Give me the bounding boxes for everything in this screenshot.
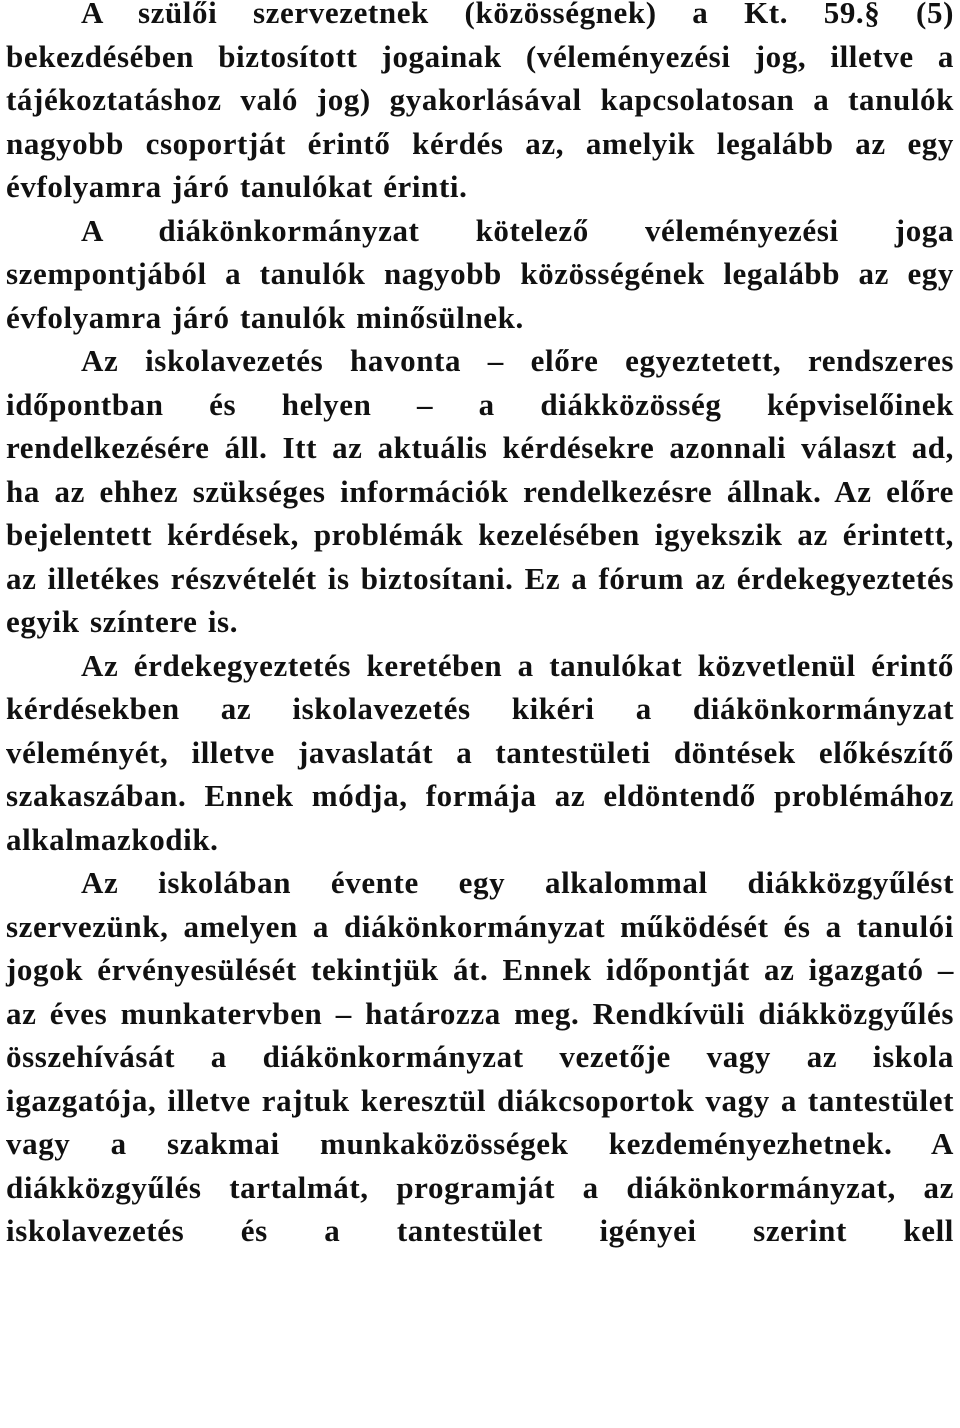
paragraph-school-management-meetings: Az iskolavezetés havonta – előre egyeztetett, rendszeres időpontban és helyen – a diákközösség képviselőinek rendelkezésére áll. Itt az aktuális kérdésekre azonnali választ ad, ha az ehhez szükséges információk rendelkezésre állnak. Az előre bejelentett kérdések, problémák kezelésében igyekszik az érintett, az illetékes részvételét is biztosítani. Ez a fórum az érdekegyeztetés egyik színtere is. bbox=[6, 343, 954, 639]
document-body bbox=[6, 0, 954, 1253]
paragraph-student-assembly: Az iskolában évente egy alkalommal diákközgyűlést szervezünk, amelyen a diákönkormányzat működését és a tanulói jogok érvényesülését tekintjük át. Ennek időpontját az igazgató – az éves munkatervben – határozza meg. Rendkívüli diákközgyűlés összehívását a diákönkormányzat vezetője vagy az iskola igazgatója, illetve rajtuk keresztül diákcsoportok vagy a tantestület vagy a szakmai munkaközösségek kezdeményezhetnek. A diákközgyűlés tartalmát, programját a diákönkormányzat, az iskolavezetés és a tantestület igényei szerint kell bbox=[6, 865, 954, 1248]
paragraph-interest-reconciliation: Az érdekegyeztetés keretében a tanulókat közvetlenül érintő kérdésekben az iskolavezetés kikéri a diákönkormányzat véleményét, illetve javaslatát a tantestületi döntések előkészítő szakaszában. Ennek módja, formája az eldöntendő problémához alkalmazkodik. bbox=[6, 647, 954, 857]
paragraph-student-council-opinion: A diákönkormányzat kötelező véleményezési joga szempontjából a tanulók nagyobb közösségének legalább az egy évfolyamra járó tanulók minősülnek. bbox=[6, 212, 954, 335]
paragraph-parent-organization-rights: A szülői szervezetnek (közösségnek) a Kt. 59.§ (5) bekezdésében biztosított jogainak (véleményezési jog, illetve a tájékoztatáshoz való jog) gyakorlásával kapcsolatosan a tanulók nagyobb csoportját érintő kérdés az, amelyik legalább az egy évfolyamra járó tanulókat érinti. bbox=[6, 0, 954, 204]
